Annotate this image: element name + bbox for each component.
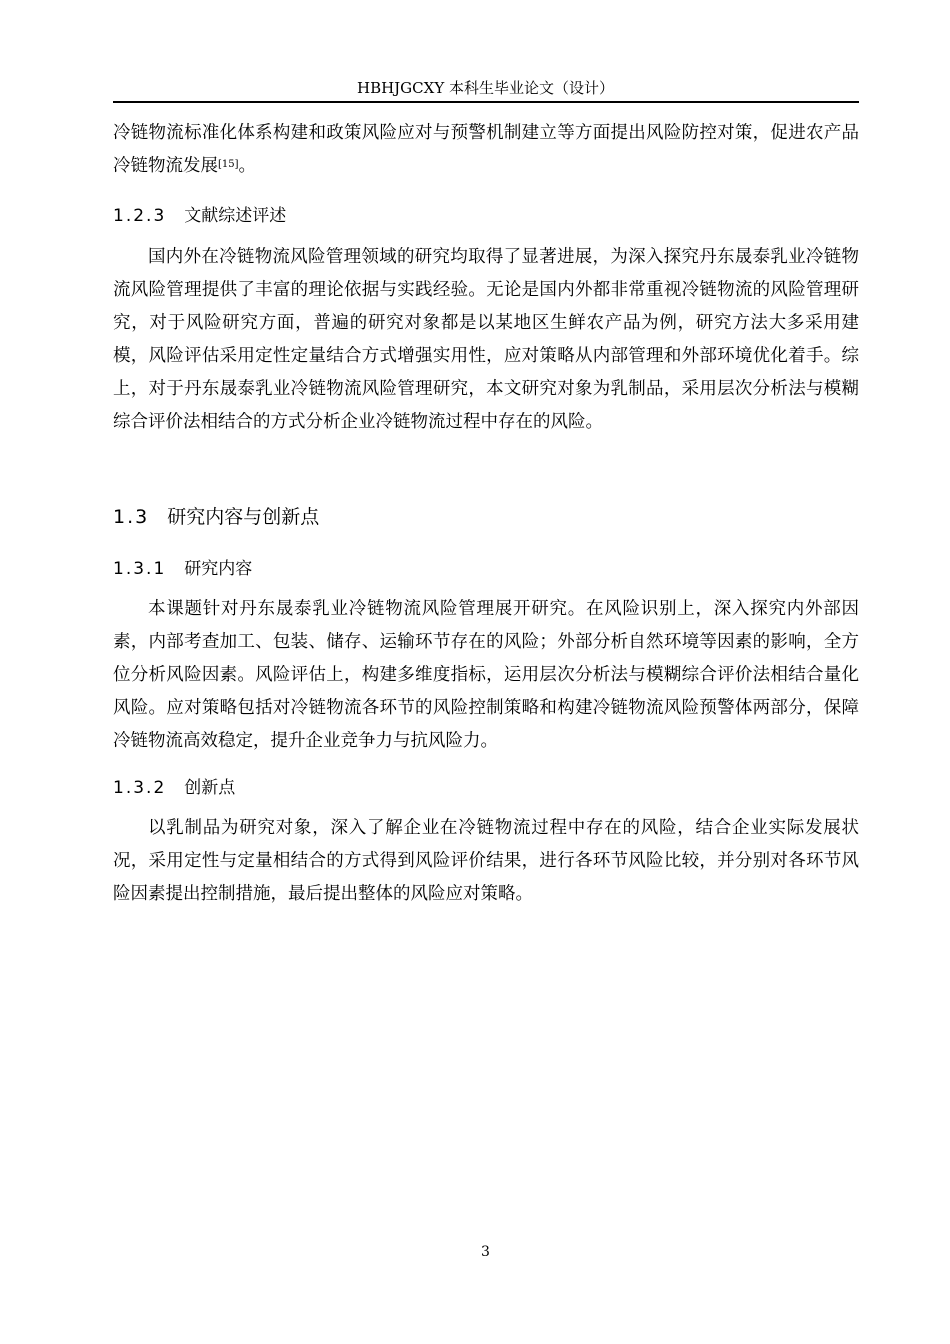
running-header: HBHJGCXY 本科生毕业论文（设计） <box>356 79 614 97</box>
citation-ref: [15] <box>218 159 239 170</box>
paragraph-literature-review: 国内外在冷链物流风险管理领域的研究均取得了显著进展，为深入探究丹东晟泰乳业冷链物流风险管理提供了丰富的理论依据与实践经验。无论是国内外都非常重视冷链物流的风险管理研究，对于风险研究方面，普遍的研究对象都是以某地区生鲜农产品为例，研究方法大多采用建模，风险评估采用定性定量结合方式增强实用性，应对策略从内部管理和外部环境优化着手。综上，对于丹东晟泰乳业冷链物流风险管理研究，本文研究对象为乳制品，采用层次分析法与模糊综合评价法相结合的方式分析企业冷链物流过程中存在的风险。 <box>113 247 859 432</box>
continuation-paragraph <box>113 117 859 183</box>
heading-1-3 <box>113 504 319 530</box>
paragraph-research-content: 本课题针对丹东晟泰乳业冷链物流风险管理展开研究。在风险识别上，深入探究内外部因素，内部考查加工、包装、储存、运输环节存在的风险；外部分析自然环境等因素的影响，全方位分析风险因素。风险评估上，构建多维度指标，运用层次分析法与模糊综合评价法相结合量化风险。应对策略包括对冷链物流各环节的风险控制策略和构建冷链物流风险预警体两部分，保障冷链物流高效稳定，提升企业竞争力与抗风险力。 <box>113 599 859 751</box>
header-divider <box>113 101 859 103</box>
continuation-tail: 。 <box>238 156 257 176</box>
heading-1-3-2 <box>113 776 235 800</box>
heading-number: 1.3 <box>113 506 150 528</box>
heading-number: 1.3.1 <box>113 559 167 579</box>
continuation-text: 冷链物流标准化体系构建和政策风险应对与预警机制建立等方面提出风险防控对策，促进农产品冷链物流发展 <box>113 123 859 176</box>
heading-title: 创新点 <box>184 778 236 798</box>
paragraph-innovation: 以乳制品为研究对象，深入了解企业在冷链物流过程中存在的风险，结合企业实际发展状况，采用定性与定量相结合的方式得到风险评价结果，进行各环节风险比较，并分别对各环节风险因素提出控制措施，最后提出整体的风险应对策略。 <box>113 818 859 904</box>
heading-title: 文献综述评述 <box>184 206 287 226</box>
page-number: 3 <box>481 1244 490 1260</box>
heading-number: 1.2.3 <box>113 206 167 226</box>
heading-1-2-3 <box>113 204 286 228</box>
heading-1-3-1 <box>113 557 252 581</box>
heading-title: 研究内容 <box>184 559 253 579</box>
heading-title: 研究内容与创新点 <box>167 506 320 528</box>
heading-number: 1.3.2 <box>113 778 167 798</box>
